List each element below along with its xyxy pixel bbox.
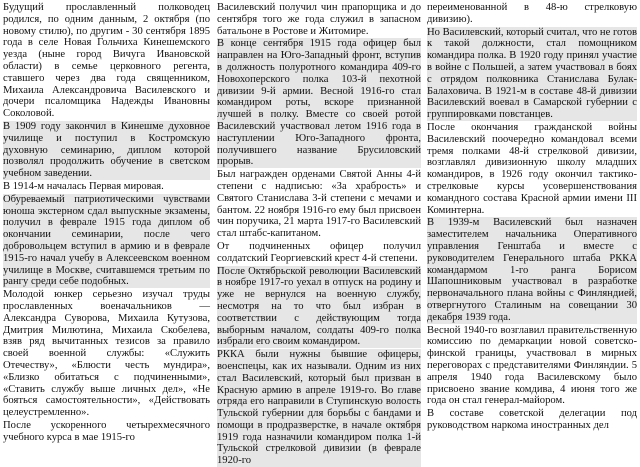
paragraph: После окончания гражданской войны Василевский поочередно командовал всеми тремя полками 48-й стрелковой дивизии, возглавлял дивизионную школу младших командиров, в 1926 году окончил тактико-стрелковые курсы усовершенствования командного состава Красной армии имени III Коминтерна. — [427, 121, 637, 216]
text-column-1 — [3, 2, 210, 452]
paragraph: От подчиненных офицер получил солдатский Георгиевский крест 4-й степени. — [217, 240, 421, 264]
paragraph: После ускоренного четырехмесячного учебного курса в мае 1915-го — [3, 419, 210, 443]
paragraph: Обуреваемый патриотическими чувствами юноша экстерном сдал выпускные экзамены, получил в феврале 1915 года диплом об окончании семинарии, после чего добровольцем вступил в армию и в феврале 1915-го начал учебу в Алексеевском военном училище в Москве, считавшемся третьим по рангу среди себе подобных. — [3, 193, 210, 288]
paragraph: После Октябрьской революции Василевский в ноябре 1917-го уехал в отпуск на родину и уже не вернулся на военную службу, несмотря на то что был избран в соответствии с действующим тогда выборным началом, солдаты 409-го полка избрали его своим командиром. — [217, 265, 421, 348]
paragraph: Был награжден орденами Святой Анны 4-й степени с надписью: «За храбрость» и Святого Станислава 3-й степени с мечами и бантом. 22 ноября 1916-го ему был присвоен чин поручика, 21 марта 1917-го Василевский стал штабс-капитаном. — [217, 169, 421, 240]
paragraph: Будущий прославленный полководец родился, по одним данным, 2 октября (по новому стилю), по другим - 30 сентября 1895 года в селе Новая Гольчиха Кинешемского уезда (ныне город Вичуга Ивановской области) в семье церковного регента, ставшего через два года священником, Михаила Александровича Василевского и дочери псаломщика Надежды Ивановны Соколовой. — [3, 2, 210, 120]
paragraph: Но Василевский, который считал, что не готов к такой должности, стал помощником командира полка. В 1920 году принял участие в войне с Польшей, а затем участвовал в боях с отрядом полковника Станислава Булак-Балаховича. В 1921-м в составе 48-й дивизии Василевский воевал в Самарской губернии с группировками повстанцев. — [427, 26, 637, 121]
paragraph: Василевский получил чин прапорщика и до сентября того же года служил в запасном батальоне в Ростове и Житомире. — [217, 2, 421, 37]
paragraph: В конце сентября 1915 года офицер был направлен на Юго-Западный фронт, вступив в должность полуротного командира 409-го Новохоперского полка 103-й пехотной дивизии 9-й армии. Весной 1916-го стал командиром роты, вскоре признанной лучшей в полку. Вместе со своей ротой Василевский участвовал летом 1916 года в наступлении Юго-Западного фронта, получившего название Брусиловский прорыв. — [217, 38, 421, 168]
paragraph: В 1914-м началась Первая мировая. — [3, 180, 164, 192]
paragraph: В составе советской делегации под руководством наркома иностранных дел — [427, 408, 637, 431]
paragraph: переименованной в 48-ю стрелковую дивизию). — [427, 2, 637, 25]
paragraph: В 1909 году закончил в Кинешме духовное училище и поступил в Костромскую духовную семинарию, диплом которой позволял продолжить обучение в светском учебном заведении. — [3, 120, 210, 180]
text-column-2 — [217, 2, 421, 467]
text-column-3 — [427, 2, 637, 452]
paragraph: Молодой юнкер серьезно изучал труды прославленных военачальников — Александра Суворова, Михаила Кутузова, Дмитрия Милютина, Михаила Скобелева, взяв ряд вычитанных тезисов за правило своей военной службы: «Служить Отечеству», «Блюсти честь мундира», «Близко обитаться с подчиненными», «Ставить службу выше личных дел», «Не бояться самостоятельности», «Действовать целеустремленно». — [3, 289, 210, 419]
paragraph: В 1939-м Василевский был назначен заместителем начальника Оперативного управления Генштаба и вместе с руководителем Генерального штаба РККА командармом 1-го ранга Борисом Шапошниковым участвовал в разработке первоначального плана войны с Финляндией, отвергнутого Сталиным на совещании 30 декабря 1939 года. — [427, 217, 637, 323]
paragraph: РККА были нужны бывшие офицеры, военспецы, как их называли. Одним из них стал Василевский, который был призван в Красную армию в апреле 1919-го. Во главе отряда его направили в Ступинскую волость Тульской губернии для борьбы с бандами и помощи в продразверстке, в начале октября 1919 года назначили командиром полка 1-й Тульской стрелковой дивизии (в феврале 1920-го — [217, 349, 421, 467]
paragraph: Весной 1940-го возглавил правительственную комиссию по демаркации новой советско-финской границы, участвовал в мирных переговорах с представителями Финляндии. 5 апреля 1940 года Василевскому было присвоено звание комдива, 4 июня того же года он стал генерал-майором. — [427, 324, 637, 407]
